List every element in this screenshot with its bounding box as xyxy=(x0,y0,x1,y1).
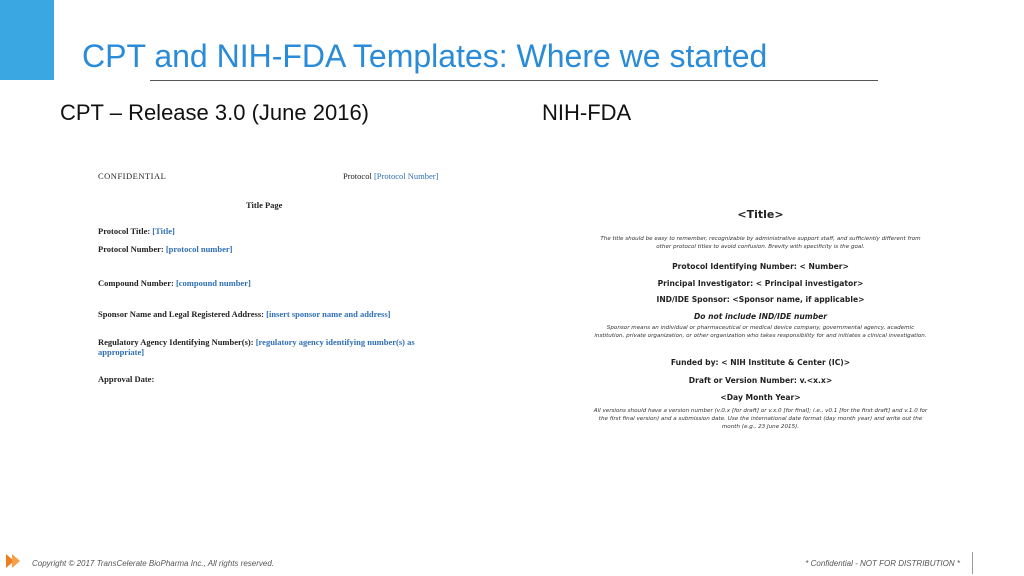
cpt-protocol-header xyxy=(343,171,438,181)
nih-funded-by: Funded by: < NIH Institute & Center (IC)> xyxy=(670,358,851,367)
cpt-protocol-number-row xyxy=(98,244,232,254)
cpt-title-page-heading: Title Page xyxy=(246,200,283,210)
cpt-protocol-number-label: Protocol Number: xyxy=(98,244,164,254)
cpt-compound-number-label: Compound Number: xyxy=(98,278,174,288)
footer-copyright: Copyright © 2017 TransCelerate BioPharma Inc., All rights reserved. xyxy=(32,559,274,568)
cpt-approval-date-label: Approval Date: xyxy=(98,374,155,384)
nih-version-note: All versions should have a version number (v.0.x [for draft] or v.x.0 [for final]; i.e., v0.1 [for the first draft] and v.1.0 for the first final version) and a submission date. Use the international date format (day month year) and write out the month (e.g., 23 June 2015). xyxy=(593,408,928,430)
cpt-compound-number-placeholder: [compound number] xyxy=(175,278,251,288)
nih-fda-title-page-image xyxy=(588,208,933,440)
cpt-sponsor-row xyxy=(98,309,391,319)
nih-version-number: Draft or Version Number: v.<x.x> xyxy=(688,376,833,385)
footer-confidential: * Confidential - NOT FOR DISTRIBUTION * xyxy=(805,559,960,568)
nih-fda-heading: NIH-FDA xyxy=(542,100,632,125)
cpt-protocol-title-row xyxy=(98,226,175,236)
title-divider xyxy=(150,80,878,81)
cpt-protocol-label: Protocol xyxy=(343,171,372,181)
nih-day-month-year: <Day Month Year> xyxy=(720,393,801,402)
nih-principal-investigator: Principal Investigator: < Principal investigator> xyxy=(657,279,864,288)
cpt-agency-placeholder: [regulatory agency identifying number(s) as appropriate] xyxy=(98,337,415,357)
cpt-sponsor-label: Sponsor Name and Legal Registered Address: xyxy=(98,309,264,319)
accent-block xyxy=(0,0,54,80)
cpt-protocol-title-label: Protocol Title: xyxy=(98,226,151,236)
cpt-protocol-number-placeholder: [protocol number] xyxy=(165,244,233,254)
cpt-agency-label: Regulatory Agency Identifying Number(s): xyxy=(98,337,254,347)
nih-sponsor-note: Sponsor means an individual or pharmaceutical or medical device company, governmental agency, academic institution, private organization, or other organization who takes responsibility for and initiates a clinical investigation. xyxy=(594,325,927,339)
transcelerate-logo-icon xyxy=(4,552,22,570)
cpt-agency-row xyxy=(98,337,438,357)
nih-ind-ide-sponsor: IND/IDE Sponsor: <Sponsor name, if applicable> xyxy=(656,295,865,304)
slide-title: CPT and NIH-FDA Templates: Where we started xyxy=(82,38,768,74)
cpt-confidential-label: CONFIDENTIAL xyxy=(98,171,167,181)
footer-divider xyxy=(972,552,973,574)
nih-protocol-id: Protocol Identifying Number: < Number> xyxy=(672,262,849,271)
cpt-protocol-placeholder: [Protocol Number] xyxy=(373,171,439,181)
cpt-compound-number-row xyxy=(98,278,251,288)
nih-title-heading: <Title> xyxy=(737,208,784,221)
nih-do-not-include: Do not include IND/IDE number xyxy=(693,312,828,321)
cpt-title-page-image xyxy=(98,168,458,398)
nih-title-note: The title should be easy to remember, recognizable by administrative support staff, and sufficiently different from other protocol titles to avoid confusion. Brevity with specificity is the goal. xyxy=(600,236,921,250)
cpt-protocol-title-placeholder: [Title] xyxy=(152,226,175,236)
cpt-sponsor-placeholder: [insert sponsor name and address] xyxy=(266,309,391,319)
cpt-heading: CPT – Release 3.0 (June 2016) xyxy=(60,100,369,125)
